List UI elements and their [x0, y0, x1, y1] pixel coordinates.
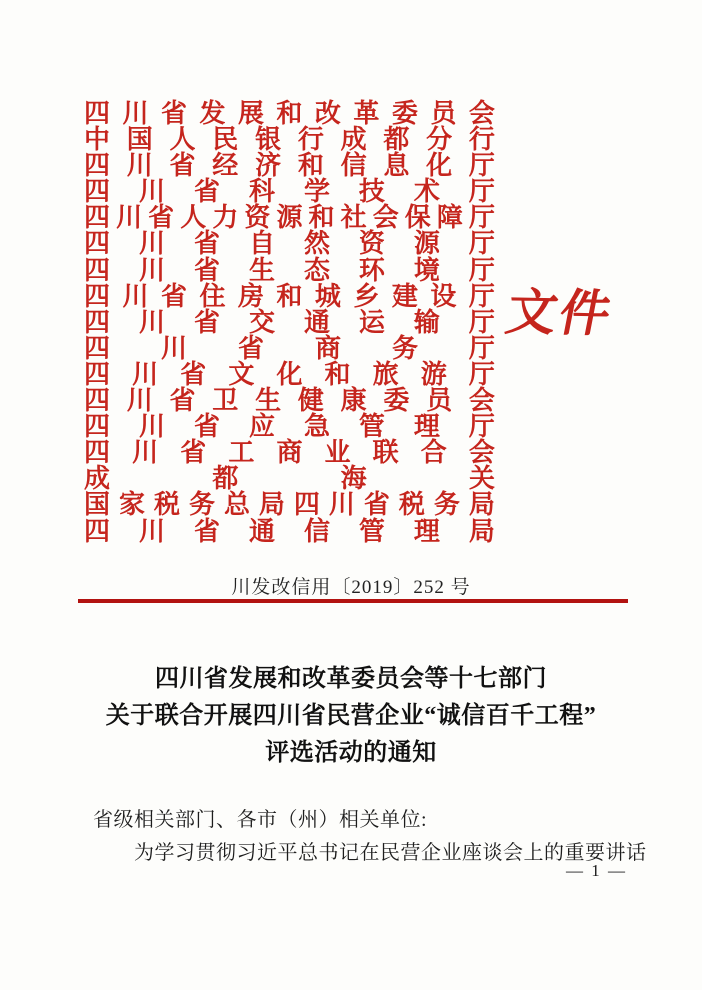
wenjian-document-label: 文件 — [501, 284, 619, 342]
department-row: 四 川 省 经 济 和 信 息 化 厅 — [84, 150, 495, 181]
department-row: 四 川 省 卫 生 健 康 委 员 会 — [84, 385, 495, 416]
document-title-line-3: 评选活动的通知 — [265, 740, 437, 766]
document-title-line-2: 关于联合开展四川省民营企业“诚信百千工程” — [105, 703, 597, 729]
document-title-line-1: 四川省发展和改革委员会等十七部门 — [155, 666, 547, 692]
page-number: — 1 — — [566, 861, 627, 880]
department-row: 四 川 省 科 学 技 术 厅 — [84, 176, 495, 207]
department-row: 四 川 省 通 信 管 理 局 — [84, 515, 495, 546]
department-row: 四 川 省 生 态 环 境 厅 — [84, 254, 495, 285]
department-row: 四 川 省 人 力 资 源 和 社 会 保 障 厅 — [84, 202, 495, 233]
department-row: 四 川 省 商 务 厅 — [84, 332, 495, 363]
department-row: 中 国 人 民 银 行 成 都 分 行 — [84, 124, 495, 155]
department-row: 成 都 海 关 — [84, 463, 495, 494]
red-separator-rule — [78, 599, 628, 603]
salutation-line: 省级相关部门、各市（州）相关单位: — [93, 809, 428, 831]
issuing-departments-letterhead — [84, 100, 495, 544]
department-row: 四 川 省 应 急 管 理 厅 — [84, 411, 495, 442]
department-row: 四 川 省 交 通 运 输 厅 — [84, 306, 495, 337]
document-title — [0, 661, 702, 772]
document-reference-number: 川发改信用〔2019〕252 号 — [231, 577, 471, 598]
department-row: 四 川 省 住 房 和 城 乡 建 设 厅 — [84, 280, 495, 311]
body-opening-line: 为学习贯彻习近平总书记在民营企业座谈会上的重要讲话 — [134, 842, 647, 864]
department-row: 四 川 省 工 商 业 联 合 会 — [84, 437, 495, 468]
department-row: 四 川 省 发 展 和 改 革 委 员 会 — [84, 98, 495, 128]
department-row: 国 家 税 务 总 局 四 川 省 税 务 局 — [84, 489, 495, 520]
department-row: 四 川 省 自 然 资 源 厅 — [84, 228, 495, 259]
department-row: 四 川 省 文 化 和 旅 游 厅 — [84, 358, 495, 389]
